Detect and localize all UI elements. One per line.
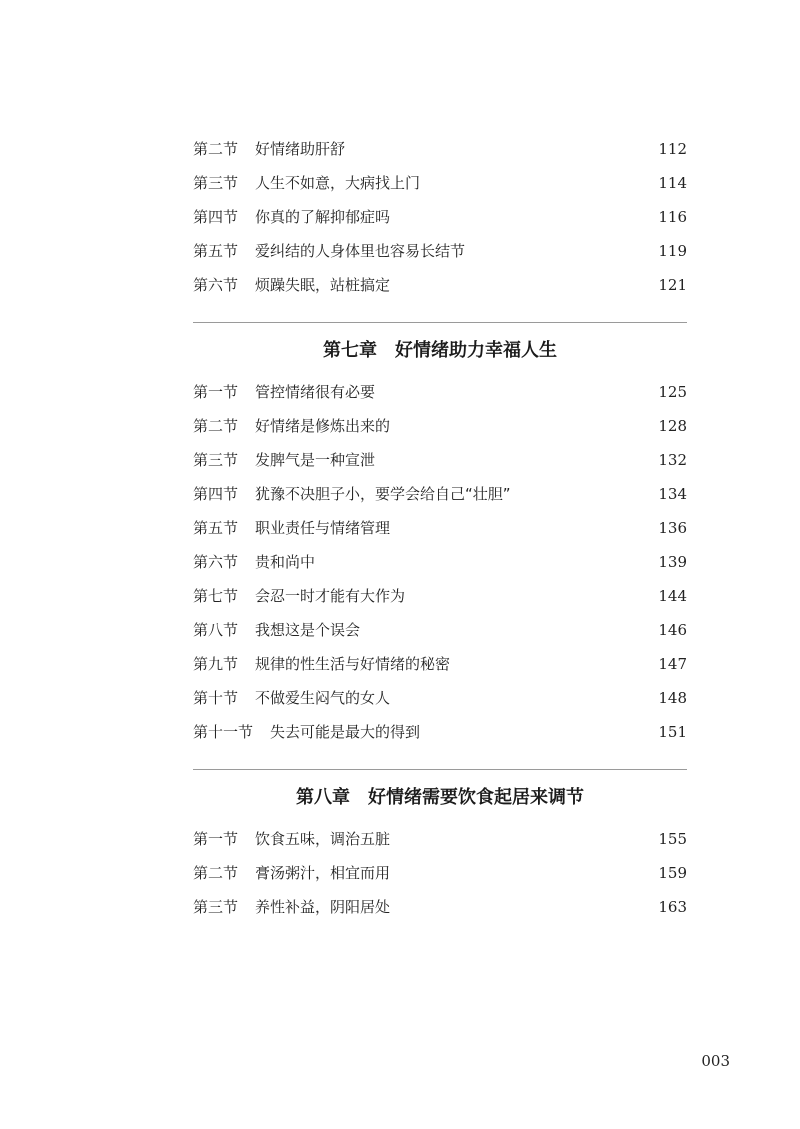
toc-entry[interactable] (193, 681, 687, 715)
chapter-number: 第七章 (323, 340, 377, 361)
section-number: 第五节 (193, 242, 239, 260)
section-number: 第四节 (193, 208, 239, 226)
section-title: 失去可能是最大的得到 (270, 723, 421, 741)
section-title: 发脾气是一种宣泄 (255, 451, 376, 469)
section-title: 职业责任与情绪管理 (255, 519, 391, 537)
toc-entry[interactable] (193, 647, 687, 681)
chapter-divider (193, 769, 687, 770)
section-number: 第三节 (193, 451, 239, 469)
chapter-name: 好情绪助力幸福人生 (395, 340, 557, 361)
section-title: 你真的了解抑郁症吗 (255, 208, 391, 226)
page-ref: 144 (658, 587, 687, 605)
chapter-title (193, 780, 687, 816)
section-number: 第三节 (193, 174, 239, 192)
section-title: 管控情绪很有必要 (255, 383, 376, 401)
toc-entry[interactable] (193, 890, 687, 924)
section-number: 第六节 (193, 276, 239, 294)
toc-entry[interactable] (193, 715, 687, 749)
page-ref: 155 (658, 830, 687, 848)
section-number: 第二节 (193, 417, 239, 435)
toc-entry[interactable] (193, 511, 687, 545)
page-number: 003 (701, 1052, 730, 1070)
toc-entry[interactable] (193, 613, 687, 647)
page-ref: 146 (658, 621, 687, 639)
section-title: 规律的性生活与好情绪的秘密 (255, 655, 451, 673)
section-number: 第七节 (193, 587, 239, 605)
section-title: 爱纠结的人身体里也容易长结节 (255, 242, 466, 260)
page-ref: 121 (658, 276, 687, 294)
section-title: 好情绪助肝舒 (255, 140, 346, 158)
section-title: 好情绪是修炼出来的 (255, 417, 391, 435)
section-number: 第八节 (193, 621, 239, 639)
toc-entry[interactable] (193, 579, 687, 613)
page-ref: 132 (658, 451, 687, 469)
chapter-heading-block (193, 322, 687, 369)
section-number: 第九节 (193, 655, 239, 673)
page-ref: 148 (658, 689, 687, 707)
toc-entry[interactable] (193, 132, 687, 166)
page-ref: 147 (658, 655, 687, 673)
section-title: 不做爱生闷气的女人 (255, 689, 391, 707)
page-ref: 128 (658, 417, 687, 435)
chapter-title (193, 333, 687, 369)
toc-entry[interactable] (193, 166, 687, 200)
page-ref: 139 (658, 553, 687, 571)
page-ref: 112 (658, 140, 687, 158)
section-title: 烦躁失眠，站桩搞定 (255, 276, 391, 294)
section-number: 第六节 (193, 553, 239, 571)
section-title: 饮食五味，调治五脏 (255, 830, 391, 848)
section-number: 第一节 (193, 383, 239, 401)
section-number: 第一节 (193, 830, 239, 848)
toc-entry[interactable] (193, 856, 687, 890)
section-title: 会忍一时才能有大作为 (255, 587, 406, 605)
page-ref: 119 (658, 242, 687, 260)
chapter-divider (193, 322, 687, 323)
section-title: 贵和尚中 (255, 553, 316, 571)
toc-entry[interactable] (193, 545, 687, 579)
section-number: 第四节 (193, 485, 239, 503)
toc-entry[interactable] (193, 409, 687, 443)
toc-entry[interactable] (193, 234, 687, 268)
section-number: 第五节 (193, 519, 239, 537)
section-title: 膏汤粥汁，相宜而用 (255, 864, 391, 882)
section-title: 犹豫不决胆子小，要学会给自己“壮胆” (255, 485, 511, 503)
table-of-contents (193, 132, 687, 924)
page-ref: 134 (658, 485, 687, 503)
section-number: 第十节 (193, 689, 239, 707)
page-ref: 163 (658, 898, 687, 916)
toc-entry[interactable] (193, 375, 687, 409)
toc-entry[interactable] (193, 822, 687, 856)
section-title: 人生不如意，大病找上门 (255, 174, 421, 192)
page-ref: 159 (658, 864, 687, 882)
page-ref: 125 (658, 383, 687, 401)
page-ref: 151 (658, 723, 687, 741)
section-number: 第二节 (193, 140, 239, 158)
page-ref: 136 (658, 519, 687, 537)
chapter-name: 好情绪需要饮食起居来调节 (368, 787, 584, 808)
chapter-heading-block (193, 769, 687, 816)
section-title: 养性补益，阴阳居处 (255, 898, 391, 916)
chapter-number: 第八章 (296, 787, 350, 808)
toc-entry[interactable] (193, 268, 687, 302)
section-title: 我想这是个误会 (255, 621, 361, 639)
toc-entry[interactable] (193, 200, 687, 234)
section-number: 第二节 (193, 864, 239, 882)
page-ref: 116 (658, 208, 687, 226)
page-ref: 114 (658, 174, 687, 192)
toc-entry[interactable] (193, 443, 687, 477)
section-number: 第三节 (193, 898, 239, 916)
section-number: 第十一节 (193, 723, 254, 741)
toc-entry[interactable] (193, 477, 687, 511)
